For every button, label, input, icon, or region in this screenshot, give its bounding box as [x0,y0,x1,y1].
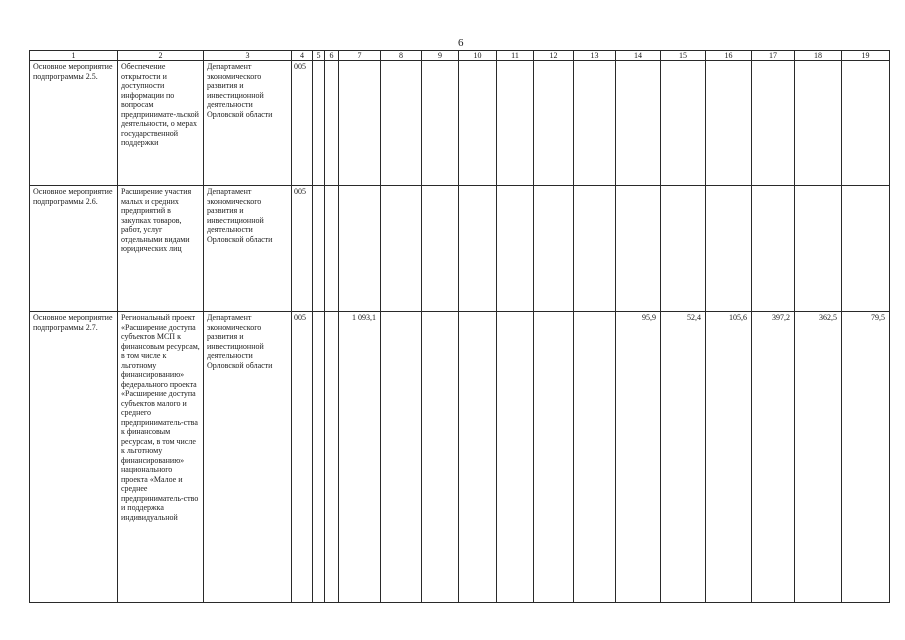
header-cell: 2 [118,51,204,61]
header-cell: 13 [574,51,616,61]
value-cell [661,186,706,312]
header-cell: 12 [534,51,574,61]
activity-description: Расширение участия малых и средних предприятий в закупках товаров, работ, услуг отдельными видами юридических лиц [118,186,204,312]
header-cell: 1 [30,51,118,61]
header-cell: 4 [292,51,313,61]
header-row [30,51,890,61]
header-cell: 10 [459,51,497,61]
value-cell [534,312,574,603]
program-table [29,50,890,603]
activity-description: Региональный проект «Расширение доступа субъектов МСП к финансовым ресурсам, в том числе к льготному финансированию» федерального проекта «Расширение доступа субъектов малого и среднего предприниматель-ства к финансовым ресурсам, в том числе к льготному финансированию» национального проекта «Малое и среднее предприниматель-ство и поддержка индивидуальной [118,312,204,603]
value-cell [534,61,574,186]
code-cell: 005 [292,312,313,603]
value-cell [459,186,497,312]
table-row [30,186,890,312]
header-cell: 18 [795,51,842,61]
header-cell: 17 [752,51,795,61]
value-cell [795,186,842,312]
responsible-executor: Департамент экономического развития и инвестиционной деятельности Орловской области [204,61,292,186]
table-row [30,312,890,603]
value-cell [313,61,325,186]
value-cell [842,186,890,312]
code-cell: 005 [292,61,313,186]
value-cell: 105,6 [706,312,752,603]
header-cell: 15 [661,51,706,61]
header-cell: 16 [706,51,752,61]
value-cell [752,61,795,186]
value-cell [325,61,339,186]
value-cell: 95,9 [616,312,661,603]
value-cell [752,186,795,312]
code-cell: 005 [292,186,313,312]
value-cell [616,186,661,312]
value-cell [325,186,339,312]
table-row [30,61,890,186]
value-cell [422,61,459,186]
activity-description: Обеспечение открытости и доступности информации по вопросам предпринимате-льской деятельности, о мерах государственной поддержки [118,61,204,186]
value-cell [422,186,459,312]
responsible-executor: Департамент экономического развития и инвестиционной деятельности Орловской области [204,186,292,312]
page-number: 6 [458,37,464,49]
value-cell: 79,5 [842,312,890,603]
value-cell [795,61,842,186]
value-cell [381,61,422,186]
activity-name: Основное мероприятие подпрограммы 2.5. [30,61,118,186]
value-cell [616,61,661,186]
header-cell: 8 [381,51,422,61]
header-cell: 6 [325,51,339,61]
header-cell: 19 [842,51,890,61]
value-cell [313,186,325,312]
value-cell [574,186,616,312]
value-cell [706,186,752,312]
value-cell [497,312,534,603]
activity-name: Основное мероприятие подпрограммы 2.6. [30,186,118,312]
header-cell: 3 [204,51,292,61]
value-cell [497,61,534,186]
value-cell [339,61,381,186]
value-cell [534,186,574,312]
value-cell [313,312,325,603]
activity-name: Основное мероприятие подпрограммы 2.7. [30,312,118,603]
header-cell: 7 [339,51,381,61]
value-cell [661,61,706,186]
value-cell: 1 093,1 [339,312,381,603]
header-cell: 11 [497,51,534,61]
value-cell: 52,4 [661,312,706,603]
header-cell: 5 [313,51,325,61]
value-cell: 362,5 [795,312,842,603]
value-cell [842,61,890,186]
value-cell [459,61,497,186]
value-cell [339,186,381,312]
responsible-executor: Департамент экономического развития и инвестиционной деятельности Орловской области [204,312,292,603]
value-cell [325,312,339,603]
value-cell [574,312,616,603]
value-cell [574,61,616,186]
value-cell [381,186,422,312]
value-cell: 397,2 [752,312,795,603]
value-cell [381,312,422,603]
header-cell: 9 [422,51,459,61]
value-cell [459,312,497,603]
value-cell [706,61,752,186]
header-cell: 14 [616,51,661,61]
value-cell [422,312,459,603]
value-cell [497,186,534,312]
